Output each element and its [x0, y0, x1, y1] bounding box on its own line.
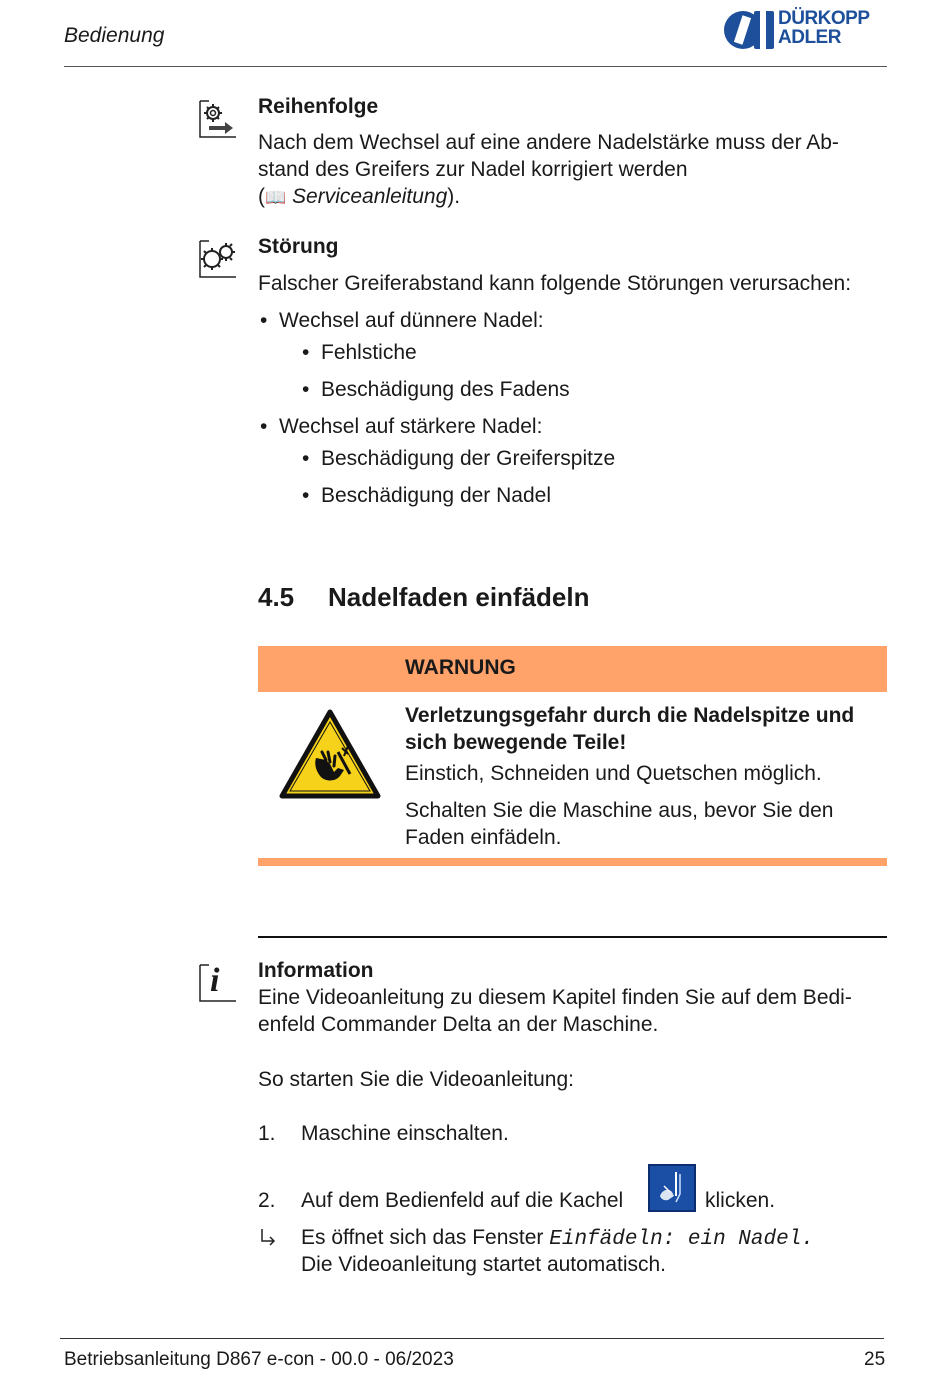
paren-close: ). — [447, 185, 461, 208]
warning-bottom-rule — [258, 858, 887, 866]
chapter-title: Nadelfaden einfädeln — [328, 582, 590, 612]
result-line-1 — [301, 1224, 814, 1253]
logo-line-2: ADLER — [778, 27, 841, 48]
information-line-2: enfeld Commander Delta an der Maschine. — [258, 1013, 659, 1036]
information-title: Information — [258, 959, 374, 982]
warning-text-1: Einstich, Schneiden und Quetschen möglich. — [405, 762, 822, 785]
step-2-text-b: klicken. — [705, 1189, 776, 1212]
step-1-text: Maschine einschalten. — [301, 1122, 509, 1145]
bullet: • — [260, 415, 268, 438]
footer-rule — [60, 1338, 884, 1339]
header-rule — [64, 66, 887, 67]
duerkopp-adler-logo — [724, 8, 894, 52]
warning-band — [258, 646, 887, 692]
serviceanleitung-ref[interactable]: Serviceanleitung — [292, 185, 448, 208]
list-item: Beschädigung der Nadel — [321, 484, 551, 507]
running-header: Bedienung — [64, 24, 165, 47]
logo-text — [778, 9, 870, 47]
gear-fault-icon — [199, 240, 237, 283]
bullet: • — [302, 341, 310, 364]
footer-document-info: Betriebsanleitung D867 e-con - 00.0 - 06/2023 — [64, 1349, 454, 1370]
threading-tile-icon[interactable] — [648, 1164, 696, 1212]
warning-text-2b: Faden einfädeln. — [405, 826, 562, 849]
information-start: So starten Sie die Videoanleitung: — [258, 1068, 575, 1091]
result-text-b: Die Videoanleitung startet automatisch. — [301, 1253, 666, 1276]
result-text-a: Es öffnet sich das Fenster — [301, 1226, 550, 1249]
reihenfolge-line-3 — [258, 183, 839, 211]
logo-mark-icon — [724, 9, 776, 51]
warning-headline-1: Verletzungsgefahr durch die Nadelspitze und — [405, 704, 855, 727]
book-icon: 📖 — [265, 188, 287, 207]
info-letter: i — [210, 962, 220, 999]
information-text — [258, 984, 852, 1038]
reihenfolge-text — [258, 129, 839, 211]
list-item: Fehlstiche — [321, 341, 417, 364]
warning-headline — [405, 702, 854, 756]
reihenfolge-title: Reihenfolge — [258, 95, 379, 118]
logo-line-1: DÜRKOPP — [778, 8, 870, 29]
step-2-number: 2. — [258, 1189, 276, 1212]
result-arrow-icon — [259, 1228, 277, 1253]
hand-injury-warning-icon — [278, 708, 382, 805]
warning-headline-2: sich bewegende Teile! — [405, 731, 627, 754]
stoerung-group-1: Wechsel auf dünnere Nadel: — [279, 309, 544, 332]
list-item: Beschädigung der Greiferspitze — [321, 447, 616, 470]
stoerung-intro: Falscher Greiferabstand kann folgende Störungen verursachen: — [258, 272, 852, 295]
bullet: • — [302, 447, 310, 470]
bullet: • — [260, 309, 268, 332]
step-1-number: 1. — [258, 1122, 276, 1145]
page-number: 25 — [864, 1349, 886, 1370]
list-item: Beschädigung des Fadens — [321, 378, 570, 401]
info-icon — [199, 964, 237, 1007]
warning-text-2a: Schalten Sie die Maschine aus, bevor Sie den — [405, 799, 834, 822]
chapter-number: 4.5 — [258, 582, 295, 612]
stoerung-title: Störung — [258, 235, 339, 258]
warning-text-2 — [405, 797, 833, 851]
chapter-heading — [258, 582, 590, 613]
paren-open: ( — [258, 185, 265, 208]
warning-label: WARNUNG — [405, 656, 516, 679]
bullet: • — [302, 378, 310, 401]
information-rule — [258, 936, 887, 938]
gear-arrow-icon — [199, 100, 237, 143]
reihenfolge-line-2: stand des Greifers zur Nadel korrigiert werden — [258, 158, 688, 181]
information-line-1: Eine Videoanleitung zu diesem Kapitel finden Sie auf dem Bedi- — [258, 986, 852, 1009]
step-2-text-a: Auf dem Bedienfeld auf die Kachel — [301, 1189, 624, 1212]
bullet: • — [302, 484, 310, 507]
result-window-name: Einfädeln: ein Nadel. — [549, 1228, 814, 1251]
reihenfolge-line-1: Nach dem Wechsel auf eine andere Nadelstärke muss der Ab- — [258, 131, 839, 154]
stoerung-group-2: Wechsel auf stärkere Nadel: — [279, 415, 543, 438]
